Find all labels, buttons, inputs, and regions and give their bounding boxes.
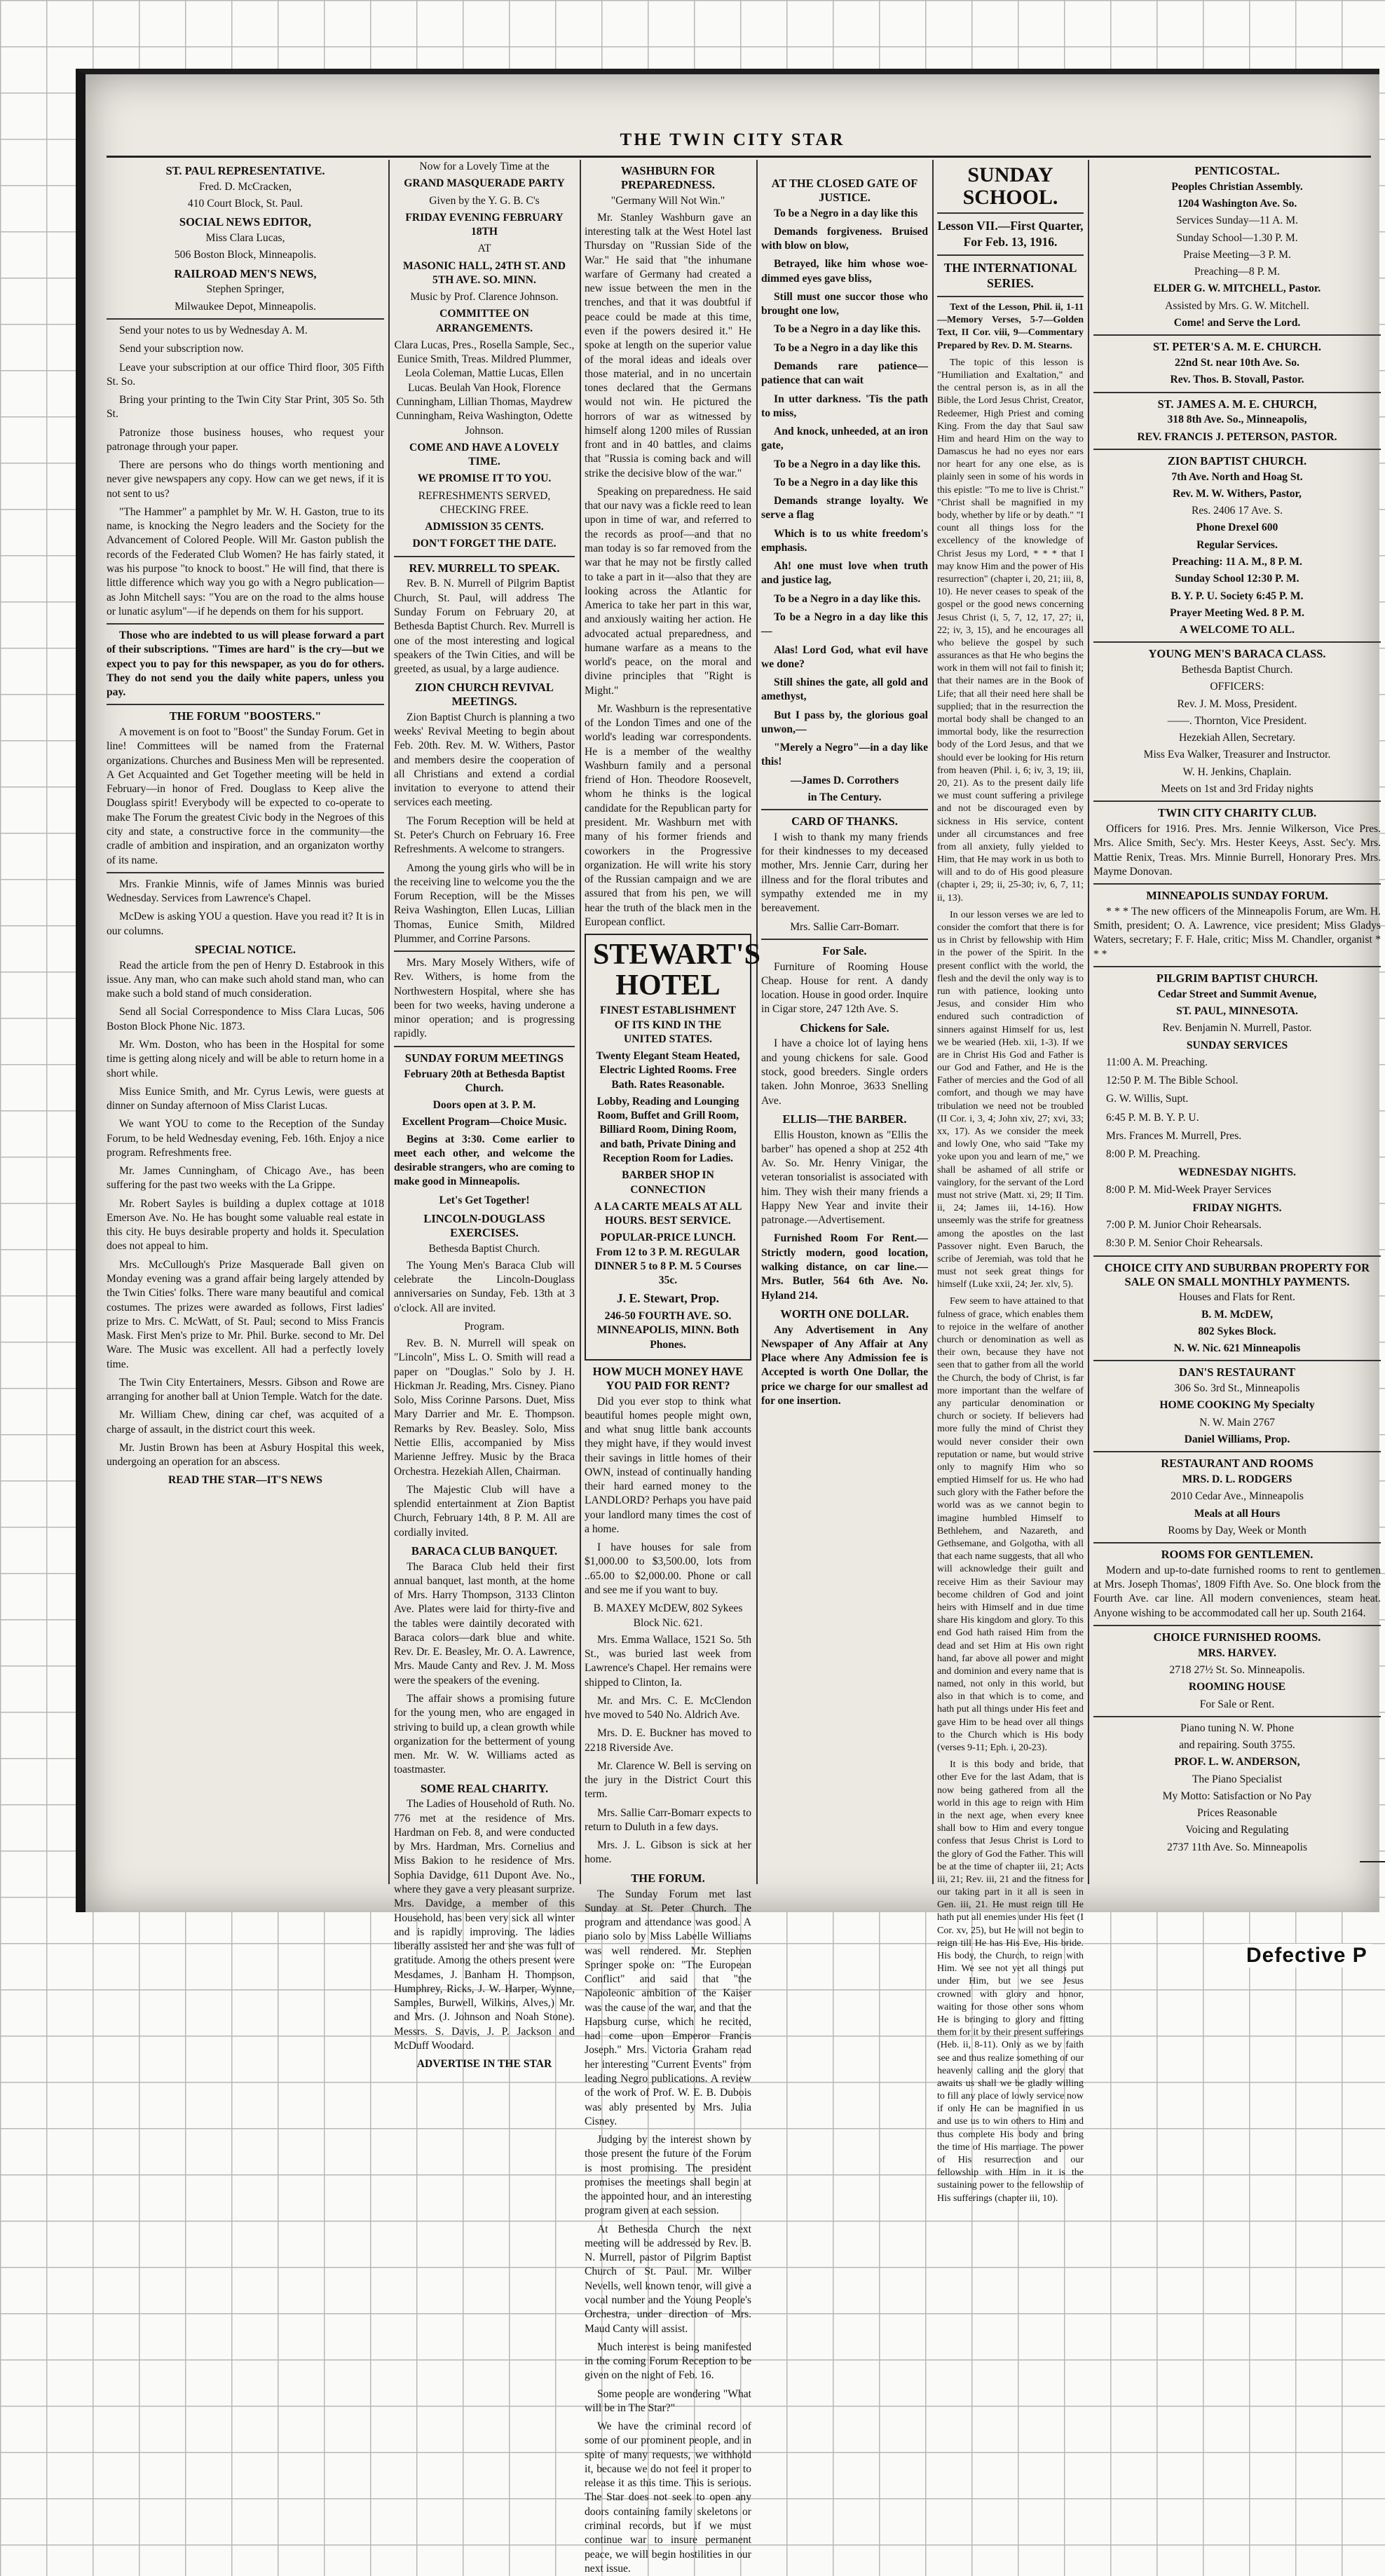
paragraph: Mr. Justin Brown has been at Asbury Hospital this week, undergoing an operation for an abscess. (107, 1441, 384, 1468)
church-line: Bethesda Baptist Church. (1181, 664, 1293, 676)
hotel-line: Twenty Elegant Steam Heated, Electric Lighted Rooms. Free Bath. Rates Reasonable. (596, 1050, 740, 1091)
minneapolis-forum-heading: MINNEAPOLIS SUNDAY FORUM. (1146, 889, 1328, 903)
signature: B. MAXEY McDEW, 802 Sykees Block Nic. 621. (593, 1602, 743, 1629)
subheading: Bethesda Baptist Church. (428, 1242, 540, 1255)
church-line: G. W. Willis, Supt. (1106, 1093, 1189, 1105)
poem-line: To be a Negro in a day like this. (774, 592, 921, 605)
forum-line: Let's Get Together! (439, 1194, 530, 1206)
ad-line: B. M. McDEW, (1201, 1308, 1274, 1321)
stewart-hotel-ad (585, 934, 760, 1361)
zion-revival-heading: ZION CHURCH REVIVAL MEETINGS. (415, 681, 554, 709)
church-line: SUNDAY SERVICES (1186, 1039, 1288, 1051)
paragraph: Send your notes to us by Wednesday A. M. (119, 324, 308, 336)
church-line: W. H. Jenkins, Chaplain. (1182, 765, 1292, 778)
column-5 (937, 160, 1084, 2204)
church-line: 22nd St. near 10th Ave. So. (1175, 356, 1299, 369)
penticostal-heading: PENTICOSTAL. (1194, 164, 1280, 177)
barber-heading: ELLIS—THE BARBER. (782, 1112, 907, 1126)
church-line: B. Y. P. U. Society 6:45 P. M. (1171, 590, 1304, 602)
paragraph: Mrs. Emma Wallace, 1521 So. 5th St., was buried last week from Lawrence's Chapel. Her remains were shipped to Clinton, Ia. (585, 1633, 751, 1689)
lesson-line: Lesson VII.—First Quarter, For Feb. 13, 1916. (937, 219, 1084, 249)
column-1 (107, 160, 384, 1902)
divider (107, 623, 384, 625)
railroad-line: Milwaukee Depot, Minneapolis. (175, 300, 316, 313)
chickens-heading: Chickens for Sale. (800, 1021, 889, 1035)
paragraph: Send all Social Correspondence to Miss Clara Lucas, 506 Boston Block Phone Nic. 1873. (107, 1006, 384, 1033)
ad-line: COMMITTEE ON ARRANGEMENTS. (435, 308, 533, 334)
church-line: Sunday School—1.30 P. M. (1176, 231, 1298, 244)
poem-line: Demands forgiveness. Bruised with blow on blow, (761, 225, 928, 252)
forum-boosters-heading: THE FORUM "BOOSTERS." (169, 709, 322, 723)
divider (1093, 1451, 1381, 1452)
poem-line: To be a Negro in a day like this (774, 341, 918, 354)
ad-line: 2718 27½ St. So. Minneapolis. (1169, 1664, 1305, 1677)
church-line: Peoples Christian Assembly. (1171, 180, 1303, 193)
column-rule (1088, 160, 1089, 1884)
paragraph: Any Advertisement in Any Newspaper of Any Affair at Any Place where Any Admission fee is Accepted is worth One Dollar, the price we charge for our smallest ad for one insertion. (761, 1323, 928, 1407)
signature: Mrs. Sallie Carr-Bomarr. (790, 920, 899, 933)
divider (1093, 1255, 1381, 1257)
ad-line: N. W. Nic. 621 Minneapolis (1173, 1342, 1301, 1355)
paragraph: We want YOU to come to the Reception of the Sunday Forum, to be held Wednesday evening, Feb. 16th. Enjoy a nice program. Refreshments free. (107, 1118, 384, 1159)
social-editor-heading: SOCIAL NEWS EDITOR, (179, 215, 312, 229)
divider (394, 950, 575, 952)
church-line: Sunday School 12:30 P. M. (1175, 573, 1299, 585)
divider (1093, 800, 1381, 802)
ad-line: Daniel Williams, Prop. (1184, 1433, 1290, 1445)
paragraph: I wish to thank my many friends for their kindnesses to my deceased mother, Mrs. Jennie Carr, during her illness and for the floral tributes and sympathy extended me in my bereavement. (761, 831, 928, 915)
paragraph: Leave your subscription at our office Third floor, 305 Fifth St. So. (107, 361, 384, 388)
column-rule (580, 160, 581, 1884)
ad-line: MRS. D. L. RODGERS (1182, 1473, 1292, 1486)
paragraph: Modern and up-to-date furnished rooms to rent to gentlemen at Mrs. Joseph Thomas', 1809 Fifth Ave. So. One block from the Fourth Ave. car line. All modern conveniences, steam heat. Anyone wishing to be accommodated call her up. South 2164. (1093, 1564, 1381, 1619)
church-line: REV. FRANCIS J. PETERSON, PASTOR. (1137, 430, 1337, 443)
masthead-rule (107, 156, 1371, 158)
ad-line: and repairing. South 3755. (1179, 1739, 1295, 1752)
ad-forget: DON'T FORGET THE DATE. (412, 538, 557, 550)
paragraph: McDew is asking YOU a question. Have you read it? It is in our columns. (107, 911, 384, 937)
church-line: Praise Meeting—3 P. M. (1183, 248, 1291, 261)
paragraph: Rev. B. N. Murrell of Pilgrim Baptist Church, St. Paul, will address The Sunday Forum on February 20, at Bethesda Baptist Church. Rev. Murrell is one of the most interesting and logical speakers of the Twin Cities, and will be greeted, as usual, by a large audience. (394, 578, 575, 676)
church-line: Preaching—8 P. M. (1194, 266, 1281, 278)
poem-line: Demands rare patience—patience that can wait (761, 360, 928, 387)
ad-line: COME AND HAVE A LOVELY TIME. (409, 441, 560, 468)
paragraph: Mrs. Frankie Minnis, wife of James Minnis was buried Wednesday. Services from Lawrence's Chapel. (107, 878, 384, 905)
ad-line: WE PROMISE IT TO YOU. (417, 472, 552, 485)
paragraph: Rev. B. N. Murrell will speak on "Lincoln", Miss L. O. Smith will read a paper on "Douglas." Solo by J. H. Hickman Jr. Reading, Mrs. Cisney. Piano Solo, Miss Corinne Parsons. Duet, Miss Mary Darrier and Mr. E. Thompson. Remarks by Rev. Beasley. Solo, Miss Nettie Ellis, accompanied by Miss Marienne Jeffrey. Music by the Braca Orchestra. Hezekiah Allen, Chairman. (394, 1337, 575, 1478)
hotel-line: BARBER SHOP IN CONNECTION (622, 1169, 714, 1196)
property-heading: CHOICE CITY AND SUBURBAN PROPERTY FOR SALE ON SMALL MONTHLY PAYMENTS. (1104, 1260, 1370, 1288)
church-line: Preaching: 11 A. M., 8 P. M. (1172, 555, 1302, 568)
paragraph: A movement is on foot to "Boost" the Sunday Forum. Get in line! Committees will be named from the Fraternal organizations. Churches and Business Men will be represented. A Get Acquainted and Get Together meeting will be held in February—in honor of Fred. Douglass to Keep alive the Douglass spirit! Everybody will be expected to co-operate to make The Forum the greatest Civic body in the Negroes of this city and state, a constructive force in the community—the cradle of ambition and inspiration, and an organizaton worthy of its name. (107, 726, 384, 866)
paragraph: At Bethesda Church the next meeting will be addressed by Rev. B. N. Murrell, pastor of Pilgrim Baptist Church of St. Paul. Mr. Wilber Nevells, well known tenor, will give a vocal number and the Young People's Orchestra, under direction of Mrs. Maud Canty will assist. (585, 2223, 751, 2335)
church-line: Res. 2406 17 Ave. S. (1191, 505, 1283, 517)
church-line: WEDNESDAY NIGHTS. (1178, 1166, 1296, 1179)
ad-line: The Piano Specialist (1192, 1773, 1283, 1785)
sunday-school-title: SUNDAY SCHOOL. (962, 163, 1058, 209)
paragraph: We have the criminal record of some of our prominent people, and in spite of many requests, we withhold it, because we do not feel it proper to release it as this time. This is serious. The Star does not seek to open any doors containing family skeletons or criminal records, but if we must continue war to insure permanent peace, we will begin hostilities in our next issue. (585, 2420, 751, 2575)
paragraph: The Majestic Club will have a splendid entertainment at Zion Baptist Church, February 14th, 8 P. M. All are cordially invited. (394, 1483, 575, 1539)
paragraph: I have houses for sale from $1,000.00 to $3,500.00, lots from ..65.00 to $2,000.00. Phone or call and see me if you want to buy. (585, 1541, 751, 1596)
paragraph: Mrs. J. L. Gibson is sick at her home. (585, 1839, 751, 1866)
one-dollar-heading: WORTH ONE DOLLAR. (780, 1307, 909, 1321)
ad-line: GRAND MASQUERADE PARTY (404, 177, 565, 190)
rep-heading: ST. PAUL REPRESENTATIVE. (165, 164, 325, 177)
paragraph: It is this body and bride, that other Eve for the last Adam, that is now being gathered from all the world in this age to reign with Him in the next age, when every knee shall bow to Him and every tongue confess that Jesus Christ is Lord to the glory of God the Father. This will be at the time of chapter iii, 21; Acts iii, 21; Rev. iii, 21 and the fitness for our taking part in it all is seen in Gen. iii, 21. He must reign till He hath put all enemies under His feet (I Cor. xv, 25), but He will not begin to reign till He has His Eve, His bride. His body, the Church, to reign with Him. We see not yet all things put under Him, but we see Jesus crowned with glory and honor, waiting for those other sons whom He is bringing to glory and fitting them for it by their present sufferings (Heb. ii, 8-11). Only as we by faith see and thus realize something of our heavenly calling and the glory that awaits us shall we be gladly willing to fill any place of lowly service now if only He can be magnified in us and use us to win others to Him and thus complete His body and bring the time of His marriage. The power of His resurrection and our fellowship with Him in it is the sustaining power to the fellowship of His sufferings (chapter iii, 10). (937, 1759, 1084, 2204)
divider (1093, 334, 1381, 336)
ad-line: Voicing and Regulating (1185, 1824, 1289, 1836)
paragraph: Patronize those business houses, who request your patronage through your paper. (107, 426, 384, 453)
divider (1093, 966, 1381, 967)
st-peters-heading: ST. PETER'S A. M. E. CHURCH. (1153, 340, 1321, 354)
column-4 (761, 172, 928, 1902)
ad-line: HOME COOKING My Specialty (1159, 1399, 1315, 1412)
paragraph: The Forum Reception will be held at St. Peter's Church on February 16. Free Refreshments. A welcome to strangers. (394, 815, 575, 856)
ad-admission: ADMISSION 35 CENTS. (425, 521, 544, 533)
paragraph: Mr. Wm. Doston, who has been in the Hospital for some time is getting along nicely and will be able to return home in a short while. (107, 1039, 384, 1079)
paragraph: Few seem to have attained to that fulness of grace, which enables them to rejoice in the welfare of another church or denomination as well as their own, because they have not seen that to gather from all the world the Church, the body of Christ, is far more important than the welfare of any particular denomination or church or society. If believers had more fully the mind of Christ they would never consider their own reputation or name, but would strive only to magnify Him who so emptied Himself for us. He who had such glory with the Father before the world was as we cannot begin to imagine humbled Himself to Bethlehem, and Nazareth, and Gethsemane, and Golgotha, with all that each name suggests, that all who will acknowledge their guilt and receive Him as their Saviour may become children of God and joint heirs with Himself and in due time share His kingdom and glory. To this end God hath raised Him from the dead and set Him at His own right hand, far above all power and might and dominion and every name that is named, not only in this world, but also in that which is to come, and hath put all things under His feet and gave Him to be head over all things to the Church which is His body (verses 9-11; Eph. i, 20-23). (937, 1296, 1084, 1753)
paragraph: Mr. Washburn is the representative of the London Times and one of the world's leading war correspondents. He is a member of the wealthy Washburn family and a personal friend of Hon. Theodore Roosevelt, whom he thinks is the logical candidate for the Republican party for president. Mr. Washburn met with many of his former friends and coworkers in the Progressive organization. He will write his story of the Russian campaign and we are assured that from his pen, we will hear the truth of the black men in the European conflict. (585, 702, 751, 928)
paragraph: Judging by the interest shown by those present the future of the Forum is most promising. The president promises the meetings shall begin at the appointed hour, and an interesting program given at each session. (585, 2134, 751, 2217)
church-line: 12:50 P. M. The Bible School. (1106, 1075, 1239, 1087)
for-sale-heading: For Sale. (822, 943, 867, 958)
paragraph: Speaking on preparedness. He said that our navy was a fickle reed to lean upon in time of war, and referred to the records as proof—and that no man today is so far removed from the war that he may not be firstly called to take a part in it—also that they are looking across the Atlantic for America to take her part in this war, and anxiously waiting her action. He advocated actual preparedness, and humane warfare as a means to the world's peace, on the moral and divine principles that "Right is Might." (585, 485, 751, 697)
special-notice-heading: SPECIAL NOTICE. (195, 942, 296, 956)
divider (937, 296, 1084, 297)
paragraph: Officers for 1916. Pres. Mrs. Jennie Wilkerson, Vice Pres. Mrs. Alice Smith, Sec'y. Mrs. Hester Keeys, Asst. Sec'y. Mrs. Mattie Renix, Treas. Mrs. Minnie Burrell, Honorary Pres. Mrs. Mayme Donovan. (1093, 823, 1381, 878)
ad-line: Prices Reasonable (1197, 1807, 1277, 1820)
paragraph: * * * The new officers of the Minneapolis Forum, are Wm. H. Smith, president; O. A. Lawrence, vice president; Miss Gladys Waters, secretary; F. F. Hale, critic; Miss M. Chandler, organist * * * (1093, 905, 1381, 960)
divider (1093, 641, 1381, 643)
poem-line: Demands strange loyalty. We serve a flag (761, 495, 928, 522)
closed-gate-heading: AT THE CLOSED GATE OF JUSTICE. (771, 177, 918, 204)
church-line: 8:30 P. M. Senior Choir Rehearsals. (1106, 1237, 1263, 1250)
ad-line: MRS. HARVEY. (1198, 1647, 1276, 1659)
ad-line: ROOMING HOUSE (1188, 1681, 1286, 1694)
paragraph: Zion Baptist Church is planning a two weeks' Revival Meeting to begin about Feb. 20th. Rev. M. W. Withers, Pastor and members desire the cooperation of all Christians and extend a cordial invitation to everyone to attend their services each meeting. (394, 711, 575, 809)
poem-line: To be a Negro in a day like this (774, 476, 918, 489)
hotel-name: STEWART'S HOTEL (593, 939, 760, 1002)
ad-line: AT (477, 243, 491, 255)
restaurant-rooms-heading: RESTAURANT AND ROOMS (1161, 1457, 1314, 1471)
church-line: ELDER G. W. MITCHELL, Pastor. (1153, 282, 1321, 295)
paragraph: The Twin City Entertainers, Messrs. Gibson and Rowe are arranging for another ball at Union Temple. Watch for the date. (107, 1376, 384, 1403)
murrell-heading: REV. MURRELL TO SPEAK. (409, 561, 560, 575)
poem-line: Alas! Lord God, what evil have we done? (761, 643, 928, 670)
column-2 (394, 160, 575, 2071)
hotel-line: POPULAR-PRICE LUNCH. From 12 to 3 P. M. REGULAR DINNER 5 to 8 P. M. 5 Courses 35c. (594, 1232, 742, 1287)
paragraph: Send your subscription now. (119, 343, 244, 355)
defective-stamp: Defective P (1242, 1944, 1372, 1968)
church-line: 11:00 A. M. Preaching. (1106, 1056, 1208, 1068)
ad-line: PROF. L. W. ANDERSON, (1174, 1756, 1300, 1769)
railroad-heading: RAILROAD MEN'S NEWS, (174, 266, 317, 280)
poem-line: To be a Negro in a day like this. (774, 323, 921, 336)
church-line: Prayer Meeting Wed. 8 P. M. (1170, 606, 1304, 619)
paragraph: Furnished Room For Rent.—Strictly modern, good location, walking distance, on car line.—Mrs. Butler, 564 6th Ave. No. Hyland 214. (761, 1232, 928, 1302)
forum-line: Begins at 3:30. Come earlier to meet each other, and welcome the desirable strangers, who are coming to make good in Minneapolis. (394, 1133, 575, 1188)
poem-source: in The Century. (807, 791, 882, 803)
ad-line: Rooms by Day, Week or Month (1168, 1524, 1306, 1536)
church-line: Rev. Thos. B. Stovall, Pastor. (1170, 374, 1304, 386)
poem-line: To be a Negro in a day like this. (774, 458, 921, 470)
church-line: Phone Drexel 600 (1196, 522, 1278, 534)
poem-line: To be a Negro in a day like this— (761, 611, 928, 638)
poem-line: "Merely a Negro"—in a day like this! (761, 742, 928, 768)
rep-line: 410 Court Block, St. Paul. (187, 198, 303, 210)
church-line: OFFICERS: (1210, 681, 1264, 693)
ad-line: My Motto: Satisfaction or No Pay (1162, 1790, 1312, 1802)
sunday-forum-heading: SUNDAY FORUM MEETINGS (404, 1051, 564, 1065)
ad-line: N. W. Main 2767 (1199, 1416, 1275, 1429)
st-james-heading: ST. JAMES A. M. E. CHURCH, (1157, 397, 1317, 411)
paragraph: Mr. and Mrs. C. E. McClendon hve moved to 540 No. Aldrich Ave. (585, 1694, 751, 1722)
paragraph: The Young Men's Baraca Club will celebrate the Lincoln-Douglass anniversaries on Sunday, Feb. 13th at 3 o'clock. All are invited. (394, 1259, 575, 1314)
paragraph: Read the article from the pen of Henry D. Estabrook in this issue. Any man, who can make such ahold stand man, who can make such a bold stand of much consideration. (107, 959, 384, 1000)
poem-line: Ah! one must love when truth and justice lag, (761, 560, 928, 587)
church-line: ST. PAUL, MINNESOTA. (1176, 1005, 1298, 1017)
divider (1093, 883, 1381, 885)
lincoln-douglass-heading: LINCOLN-DOUGLASS EXERCISES. (423, 1211, 545, 1239)
divider (1093, 1716, 1381, 1717)
paragraph: Mr. Robert Sayles is building a duplex cottage at 1018 Emerson Ave. No. He has bought some valuable real estate in this city. He buys desirable property and holds it. Speculation does not appeal to him. (107, 1197, 384, 1253)
divider (107, 704, 384, 705)
paragraph: Miss Eunice Smith, and Mr. Cyrus Lewis, were guests at dinner on Sunday afternoon of Miss Clarist Lucas. (107, 1085, 384, 1112)
ad-line: FRIDAY EVENING FEBRUARY 18TH (405, 211, 564, 238)
rent-heading: HOW MUCH MONEY HAVE YOU PAID FOR RENT? (592, 1364, 744, 1392)
church-line: 7th Ave. North and Hoag St. (1171, 470, 1303, 483)
poem-line: Still shines the gate, all gold and amethyst, (761, 676, 928, 703)
hotel-line: FINEST ESTABLISHMENT OF ITS KIND IN THE UNITED STATES. (600, 1004, 736, 1045)
paragraph: Did you ever stop to think what beautiful homes people might own, and what snug little bank accounts they might have, if they would invest their savings in little homes of their OWN, instead of continually handing their hard earned money to the LANDLORD? Perhaps you have paid your landlord many times the cost of a home. (585, 1395, 751, 1535)
church-line: 8:00 P. M. Preaching. (1106, 1148, 1201, 1161)
hotel-line: A LA CARTE MEALS AT ALL HOURS. BEST SERVICE. (594, 1200, 742, 1227)
column-rule (388, 160, 390, 1884)
column-rule (756, 160, 758, 1884)
church-line: Mrs. Frances M. Murrell, Pres. (1106, 1129, 1242, 1142)
paragraph: Mrs. D. E. Buckner has moved to 2218 Riverside Ave. (585, 1727, 751, 1754)
series-line: THE INTERNATIONAL SERIES. (943, 260, 1077, 291)
poem-line: In utter darkness. 'Tis the path to miss, (761, 393, 928, 419)
divider (937, 212, 1084, 214)
ad-line: 802 Sykes Block. (1198, 1325, 1276, 1337)
church-line: 8:00 P. M. Mid-Week Prayer Services (1106, 1183, 1271, 1196)
ad-line: REFRESHMENTS SERVED, CHECKING FREE. (418, 489, 551, 516)
zion-baptist-heading: ZION BAPTIST CHURCH. (1167, 454, 1307, 468)
church-line: 1204 Washington Ave. So. (1177, 198, 1297, 210)
poem-line: But I pass by, the glorious goal unwon,— (761, 709, 928, 735)
divider (1093, 1360, 1381, 1361)
church-line: Cedar Street and Summit Avenue, (1157, 988, 1317, 1000)
divider (107, 872, 384, 873)
ad-line: 2010 Cedar Ave., Minneapolis (1171, 1490, 1304, 1503)
baraca-banquet-heading: BARACA CLUB BANQUET. (411, 1543, 558, 1558)
ad-line: 306 So. 3rd St., Minneapolis (1174, 1382, 1300, 1395)
charity-heading: SOME REAL CHARITY. (420, 1781, 549, 1795)
paragraph: I have a choice lot of laying hens and young chickens for sale. Good stock, good breeders. Single orders taken. John Monroe, 3633 Snelling Ave. (761, 1037, 928, 1107)
forum-line: Excellent Program—Choice Music. (402, 1116, 567, 1129)
dans-restaurant-heading: DAN'S RESTAURANT (1178, 1365, 1296, 1379)
paragraph: The Baraca Club held their first annual banquet, last month, at the home of Mrs. Harry Thompson, 3133 Clinton Ave. Plates were laid for thirty-five and the tables were daintily decorated with Baraca colors—dark blue and white. Rev. Dr. E. Beasley, Mr. O. A. Lawrence, Mrs. Maude Canty and Rev. J. M. Moss were the speakers of the evening. (394, 1560, 575, 1686)
subheading: February 20th at Bethesda Baptist Church. (404, 1068, 565, 1094)
ad-line: Houses and Flats for Rent. (1179, 1291, 1295, 1304)
ad-line: MASONIC HALL, 24TH ST. AND 5TH AVE. SO. MINN. (403, 259, 566, 286)
paragraph: Mrs. Mary Mosely Withers, wife of Rev. Withers, is home from the Northwestern Hospital, where she has been for two weeks, having underone a minor operation; and is progressing rapidly. (394, 957, 575, 1040)
poem-line: Still must one succor those who brought one low, (761, 290, 928, 318)
church-line: ——. Thornton, Vice President. (1167, 714, 1307, 727)
poem-line: Which is to us white freedom's emphasis. (761, 527, 928, 554)
furnished-rooms-heading: CHOICE FURNISHED ROOMS. (1153, 1630, 1321, 1644)
paragraph: The Sunday Forum met last Sunday at St. Peter Church. The program and attendance was good. A piano solo by Miss Labelle Williams was well rendered. Mr. Stephen Springer spoke on: "The European Conflict" and said that "the Napoleonic ambition of the Kaiser was the cause of the war, and that the Hapsburg curse, which he recited, had come upon Emperor Francis Joseph." Mrs. Victoria Graham read her interesting "Current Events" from leading Negro publications. A review of the work of Prof. W. E. B. Dubois was ably presented by Mrs. Julia Cisney. (585, 1888, 751, 2127)
thanks-heading: CARD OF THANKS. (791, 815, 898, 829)
column-footer: READ THE STAR—IT'S NEWS (168, 1474, 322, 1487)
church-line: Services Sunday—11 A. M. (1176, 214, 1298, 227)
rep-line: Fred. D. McCracken, (198, 180, 292, 193)
paragraph: In our lesson verses we are led to consider the comfort that there is for us in Christ by fellowship with Him in the power of the Spirit. In the present conflict with the world, the flesh and the devil the only way is to run with patience, looking unto Jesus, and consider Him who endured such contradiction of sinners against Himself for us, lest we be wearied (Heb. xii, 1-3). If we are in Christ His God and Father is our God and Father, and He is the Father of mercies and the God of all comfort, and though we may have tribulation we need not be troubled (II Cor. i, 3, 4; John xiv, 27; xvi, 33; xx, 17). As we consider the meek and lowly One, who said "Take my yoke upon you and learn of me," we shall be ashamed of all strife or vainglory, for the servant of the Lord must not strive (Matt. xi, 29; II Tim. ii, 24; James iii, 14-16). How unseemly was the strife for greatness among the apostles on the last Passover night. Even Baruch, the scribe of Jeremiah, was told that he must not seek great things for himself (Luke xxii, 24; Jer. xlv, 5). (937, 909, 1084, 1290)
divider (1093, 1625, 1381, 1626)
forum-line: Doors open at 3. P. M. (432, 1099, 536, 1112)
poem-line: To be a Negro in a day like this (774, 207, 918, 219)
ad-line: For Sale or Rent. (1199, 1698, 1275, 1710)
church-line: 7:00 P. M. Junior Choir Rehearsals. (1106, 1219, 1262, 1232)
paragraph: The topic of this lesson is "Humiliation and Exaltation," and the central person is, as in all the Bible, the Lord Jesus Christ, Creator, Redeemer, High Priest and coming King. From the day that Saul saw Him and heard Him on the way to Damascus he had no eyes nor ears nor heart for any one else, as is plainly seen in some of his words in this epistle: "To me to live is Christ." "Christ shall be magnified in my body, whether by life or by death." "I count all things loss for the excellency of the knowledge of Christ Jesus my Lord, * * * that I may know Him and the power of His resurrection" (chapter i, 20, 21; iii, 8, 10). He never ceases to speak of the gospel or the good news concerning Jesus Christ (i, 5, 7, 12, 17, 27; ii, 22; iv, 3, 15), and he encourages all who believe the gospel by such assurances as that He who begins the work in them will not fail to finish it; that their names are in the Book of Life; that all their need here shall be supplied; that in the resurrection the mortal body shall be changed to an immortal body, like the resurrection body of the Lord Jesus, and that we should ever be looking for His return from heaven (Phil. i, 6; iv, 3, 19; iii, 20, 21). As to the present daily life we must count suffering a privilege and not be discouraged even by sickness in His service, content under all circumstances and free from all anxiety, fully yielded to Him, that He may work in us both to will and to do of His good pleasure (chapter i, 29; ii, 25-30; iv, 6, 7, 11; ii, 13). (937, 357, 1084, 904)
paragraph: Mrs. Sallie Carr-Bomarr expects to return to Duluth in a few days. (585, 1806, 751, 1833)
baraca-class-heading: YOUNG MEN'S BARACA CLASS. (1148, 647, 1326, 661)
paragraph: Ellis Houston, known as "Ellis the barber" has opened a shop at 252 4th Av. So. Mr. Henry Vinigar, the veteran tonsorialist is associated with him. They wish their many friends a Happy New Year and invite their patronage.—Advertisement. (761, 1129, 928, 1227)
church-line: Miss Eva Walker, Treasurer and Instructor. (1143, 749, 1331, 761)
subheading: "Germany Will Not Win." (610, 194, 725, 207)
paragraph: Mr. Stanley Washburn gave an interesting talk at the West Hotel last Thursday on "Russian Side of the War." He said that "the inhumane warfare of Germany had created a new issue between the men in the trenches, and that it was doubtful if peace could be made at this time, even if the powers desired it." He spoke at length on the superior value of the moral ideas and ideals over those material, and in no uncertain tones declared that the Germans would not win. He pictured the horrors of war as witnessed by himself along 1200 miles of Russian front and in 40 battles, and claims that "Russia is coming back and will strike the decisive blow of the war." (585, 211, 751, 479)
paragraph: The Ladies of Household of Ruth. No. 776 met at the residence of Mrs. Hardman on Feb. 8, and were conducted by Mrs. Hardman, Mrs. Cornelius and Miss Bakion to he residence of Mrs. Sophia Davidge, 611 Dupont Ave. No., where they gave a very pleasant surprize. Mrs. Davidge, a member of this Household, has been very sick all winter and is rapidly improving. The ladies liberally assisted her and she was full of gratitude. Among the others present were Mesdames, J. Banham H. Thompson, Humphrey, Ricks, J. W. Harper, Wynne, Samples, Burwell, Wilkins, Alves,) Mr. and Mrs. (J. Johnson and Noah Stone). Messrs. S. Davis, J. P. Jackson and McDuff Woodard. (394, 1798, 575, 2052)
masquerade-ad (394, 160, 575, 552)
social-editor-line: 506 Boston Block, Minneapolis. (174, 249, 317, 261)
paragraph: Among the young girls who will be in the receiving line to welcome you the the Forum Reception, will be the Misses Reiva Washington, Ellen Lucas, Lillian Thomas, Eunice Smith, Mildred Plummer, and Corrine Parsons. (394, 861, 575, 945)
paragraph: Some people are wondering "What will be in The Star?" (585, 2387, 751, 2414)
paragraph: Mrs. McCullough's Prize Masquerade Ball given on Monday evening was a grand affair being largely attended by the Twin Cities' folks. There ware many beautiful and comical costumes. The prizes were awarded as follows, First ladies' prize to Mrs. C. McWatt, of St. Paul; second to Miss Francis Mask. First Men's prize to Mr. Phil. Burke. second to Mr. Del Ware. The Music was excellent. All had a perfectly lovely time. (107, 1258, 384, 1370)
church-line: Hezekiah Allen, Secretary. (1178, 732, 1296, 744)
ad-line: Piano tuning N. W. Phone (1180, 1722, 1294, 1734)
text-of-lesson: Text of the Lesson, Phil. ii, 1-11—Memory Verses, 5-7—Golden Text, II Cor. viii, 9—Commentary Prepared by Rev. D. M. Stearns. (937, 302, 1084, 351)
divider (761, 809, 928, 810)
ad-committee: Clara Lucas, Pres., Rosella Sample, Sec., Eunice Smith, Treas. Mildred Plummer, Leola Coleman, Mattie Lucas, Ellen Lucas. Beulah Van Hook, Florence Cunningham, Lillian Thomas, Maydrew Cunningham, Reiva Washington, Odette Johnson. (394, 339, 575, 437)
pilgrim-baptist-heading: PILGRIM BAPTIST CHURCH. (1156, 971, 1318, 985)
paragraph: Much interest is being manifested in the coming Forum Reception to be given on the night of Feb. 16. (585, 2340, 751, 2382)
column-3 (585, 160, 760, 2575)
church-line: FRIDAY NIGHTS. (1192, 1201, 1282, 1214)
paragraph: Mr. William Chew, dining car chef, was acquited of a charge of assault, in the district court this week. (107, 1409, 384, 1436)
edge-mark (1360, 1861, 1385, 1862)
church-line: Come! and Serve the Lord. (1173, 316, 1301, 329)
column-6 (1093, 160, 1381, 1902)
washburn-heading: WASHBURN FOR PREPAREDNESS. (620, 164, 716, 191)
divider (1093, 392, 1381, 393)
paragraph: Mr. Clarence W. Bell is serving on the jury in the District Court this term. (585, 1759, 751, 1801)
paragraph: Mr. James Cunningham, of Chicago Ave., has been suffering for the past two weeks with the La Grippe. (107, 1165, 384, 1192)
ad-line: 2737 11th Ave. So. Minneapolis (1166, 1841, 1308, 1853)
divider (394, 556, 575, 557)
church-line: Rev. M. W. Withers, Pastor, (1173, 487, 1302, 500)
paragraph: Furniture of Rooming House Cheap. House for rent. A dandy location. House in good order. Inquire in Cigar store, 247 12th Ave. S. (761, 960, 928, 1016)
social-editor-line: Miss Clara Lucas, (205, 232, 285, 245)
church-line: Rev. J. M. Moss, President. (1177, 697, 1297, 710)
divider (1093, 1542, 1381, 1543)
ad-line: Meals at all Hours (1194, 1507, 1281, 1520)
railroad-line: Stephen Springer, (206, 283, 285, 296)
church-line: Rev. Benjamin N. Murrell, Pastor. (1162, 1022, 1312, 1035)
charity-club-heading: TWIN CITY CHARITY CLUB. (1157, 806, 1317, 820)
ad-line: Given by the Y. G. B. C's (429, 194, 540, 207)
paragraph: Bring your printing to the Twin City Star Print, 305 So. 5th St. (107, 394, 384, 421)
church-line: A WELCOME TO ALL. (1180, 624, 1295, 636)
hotel-line: Lobby, Reading and Lounging Room, Buffet and Grill Room, Billiard Room, Dining Room, and bath, Private Dining and Reception Room for Ladies. (596, 1095, 739, 1164)
column-footer: ADVERTISE IN THE STAR (416, 2058, 552, 2071)
divider (107, 318, 384, 320)
column-rule (932, 160, 934, 1884)
church-line: 6:45 P. M. B. Y. P. U. (1106, 1111, 1199, 1124)
paragraph: The affair shows a promising future for the young men, who are engaged in striving to build up, a clean growth while organization for the betterment of young men. Mr. W. W. Williams acted as toastmaster. (394, 1693, 575, 1776)
poem-line: Betrayed, like him whose woe-dimmed eyes gave bliss, (761, 258, 928, 285)
divider (937, 254, 1084, 256)
ad-line: Now for a Lovely Time at the (419, 161, 550, 172)
divider (1093, 449, 1381, 450)
church-line: Meets on 1st and 3rd Friday nights (1161, 782, 1314, 795)
church-line: Regular Services. (1196, 538, 1278, 551)
rooms-gentlemen-heading: ROOMS FOR GENTLEMEN. (1161, 1548, 1314, 1562)
hotel-address: 246-50 FOURTH AVE. SO. MINNEAPOLIS, MINN. Both Phones. (596, 1310, 739, 1351)
masthead: THE TWIN CITY STAR (620, 130, 845, 149)
paragraph: "The Hammer" a pamphlet by Mr. W. H. Gaston, true to its name, is knocking the Negro leaders and the Society for the Advancement of Colored People. Will Mr. Gaston publish the records of the Federated Club Women? He has fairly stated, it was his purpose "to knock to boost." He will find, that there is little difference which way you go with a Negro publication—as John Mitchell says: "You are on the road to the alms house or lunatic asylum"—if he depends on them for his support. (107, 505, 384, 618)
hotel-proprietor: J. E. Stewart, Prop. (617, 1291, 719, 1306)
subheading: Program. (464, 1320, 505, 1333)
divider (394, 1046, 575, 1047)
paragraph: There are persons who do things worth mentioning and never give newspapers any copy. How can we get news, if it is not sent to us? (107, 459, 384, 500)
divider (761, 939, 928, 940)
ad-line: Music by Prof. Clarence Johnson. (410, 291, 559, 304)
paragraph: Those who are indebted to us will please forward a part of their subscriptions. "Times are hard" is the cry—but we expect you to pay for this newspaper, as you do for others. They do not send you the daily white papers, unless you pay. (107, 629, 384, 699)
church-line: 318 8th Ave. So., Minneapolis, (1167, 414, 1307, 426)
church-line: Assisted by Mrs. G. W. Mitchell. (1165, 299, 1309, 312)
poem-line: And knock, unheeded, at an iron gate, (761, 425, 928, 452)
poem-author: —James D. Corrothers (790, 774, 899, 786)
forum-heading: THE FORUM. (631, 1871, 705, 1885)
